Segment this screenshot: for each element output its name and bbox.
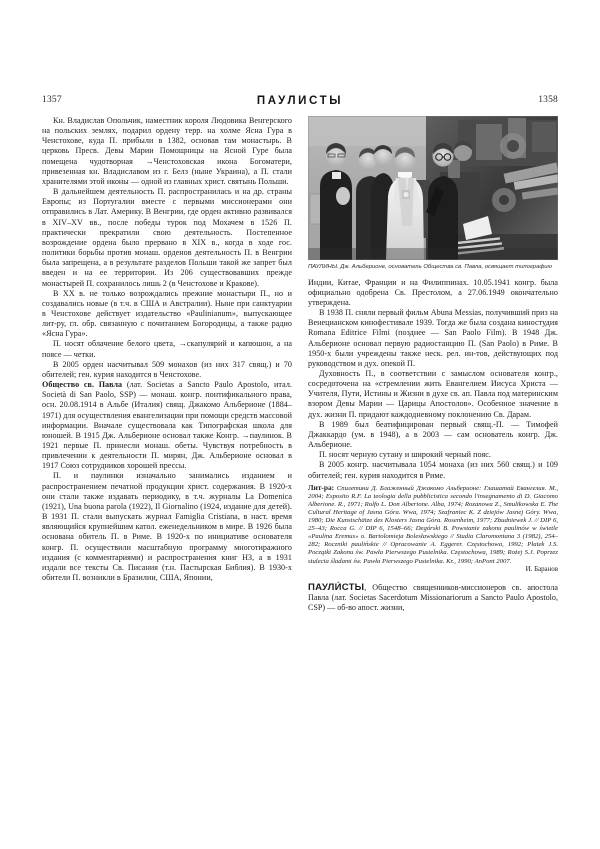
figure-alberione-printing-press	[308, 116, 558, 272]
paragraph: В XX в. не только возрождались прежние монастыри П., но и создавались новые (в т.ч. в США и Австралии). Ныне при санктуарии в Ченстохове действует издательство «Paulinianum», выпускающее лит-ру, гл. обр. связанную с почитанием Богородицы, а также радио «Ясна Гура».	[42, 288, 292, 339]
paragraph: Духовность П., в соответствии с замыслом основателя конгр., сосредоточена на «стремлении жить Евангелием Иисуса Христа — Учителя, Пути, Истины и Жизни в духе св. ап. Павла под материнским взором Девы Марии — Царицы Апостолов». Особенное значение в дух. жизни П. придают каждодневному поклонению Св. Дарам.	[308, 369, 558, 419]
entry-paulists	[308, 583, 558, 613]
entry-text: , Общество священников-миссионеров св. апостола Павла (лат. Societas Sacerdotum Missionariorum a Sancto Paulo Apostolo, CSP) — об-во апост. жизни,	[308, 582, 558, 612]
entry-headword: ПАУЛИ́СТЫ	[308, 581, 365, 593]
author-signature: И. Баранов	[525, 565, 558, 573]
paragraph: П. и паулинки изначально занимались изданием и распространением печатной продукции христ. содержания. В 1920-х они стали также издавать периодику, в т.ч. журналы La Domenica (1921), Una buona parola (1922), Il Giornalino (1924, издание для детей). В 1931 П. стали выпускать журнал Famiglia Cristiana, в наст. время являющийся крупнейшим катол. еженедельником в мире. В 1926 была основана обитель П. в Риме. В 1920-х по инициативе основателя конгр. П. осуществили масштабную программу многотиражного издания (с комментариями) и распространения книг НЗ, а в 1931 издали все тексты Св. Писания (т.н. Пастырская Библия). В 1930-х обители П. возникли в Бразилии, США, Японии,	[42, 471, 292, 583]
bibliography-text: Спилетини Д. Блаженный Джакомо Альберионе: Глашатай Евангелия. М., 2004; Esposito R.F. La teologia della pubblicistica secondo l'insegnamento di D. Giacomo Alberione. R., 1971; Rolfo L. Don Alberione. Alba, 1974; Rozanowa Z., Smulikowska E. The Cultural Heritage of Jasna Góra. Wwa, 1974; Szafraniec K. Z dziejów Jasnej Góry. Wwa, 1980; Die Kunstschätze des Klosters Jasna Góra. Rosenheim, 1977; Zbudniewek J. // DIP 6, 25–43; Rocca G. // DIP 6, 1548–66; Degórski B. Powstanie zakonu paulinów w świetle «Paulina Eremus» o. Bartolomieja Bolesławskiego // Studia Claromontana 3 (1982), 254–282; Roczniki paulińskie // Opracowanie A. Eggerer. Częstochowa, 1992; Płatek J.S. Początki Zakonu św. Pawła Pierwszego Pustelnika. Częstochowa, 1989; Rożej S.J. Poprzez stulecia śladami św. Pawła Pierwszego Pustelnika. Kr., 1990; AnPont 2007.	[308, 484, 558, 565]
paragraph: В 1938 П. сняли первый фильм Abuna Messias, получивший приз на Венецианском кинофестивале 1939. Тогда же была создана киностудия Romana Editrice Filmi (позднее — San Paolo Film). В 1948 Дж. Альберионе основал первую радиостанцию П. (San Paolo) в Риме. В 1950-х были учреждены также неск. рел. ин-тов, действующих под руководством и дух. опекой П.	[308, 308, 558, 368]
bibliography	[308, 484, 558, 566]
folio-left: 1357	[42, 95, 62, 105]
figure-caption	[308, 264, 558, 272]
subentry-society-of-st-paul	[42, 380, 292, 471]
page-title: ПАУЛИСТЫ	[256, 95, 344, 107]
paragraph: В 2005 конгр. насчитывала 1054 монаха (из них 560 свящ.) и 109 обителей; ген. курия находится в Риме.	[308, 460, 558, 480]
paragraph: В 1989 был беатифицирован первый свящ.-П. — Тимофей Джаккардо (ум. в 1948), а в 2003 — сам основатель конгр. Дж. Альберионе.	[308, 419, 558, 450]
right-column	[308, 116, 558, 613]
paragraph: Индии, Китае, Франции и на Филиппинах. 10.05.1941 конгр. была официально одобрена Св. Престолом, а 27.06.1949 окончательно утверждена.	[308, 277, 558, 307]
photo-image	[308, 116, 558, 260]
subentry-text: (лат. Societas a Sancto Paulo Apostolo, итал. Società di San Paolo, SSP) — монаш. конгр. понтификального права, осн. 20.08.1914 в Альбе (Италия) свящ. Джакомо Альберионе (1884–1971) для осуществления евангелизации при помощи средств массовой информации. Вначале существовала как Типографская школа для юношей. В 1915 Дж. Альберионе основал также Конгр. →паулинок. В 1921 первые П. принесли монаш. обеты. Чувствуя потребность в привлечении к деятельности П. мирян, Дж. Альберионе основал в 1917 Союз сотрудников хорошей прессы.	[42, 380, 292, 471]
paragraph: Кн. Владислав Опольчик, наместник короля Людовика Венгерского на польских землях, подарил ордену терр. на холме Ясна Гура в Ченстохове, куда П. прибыли в 1382, основав там монастырь. В церковь Пресв. Девы Марии Помощницы на Ясной Гуре была помещена чудотворная →Ченстоховская икона Богоматери, привезенная кн. Владиславом из г. Белз (ныне Украина), а П. стали хранителями этой иконы — одной из главных христ. святынь Польши.	[42, 116, 292, 186]
figure-caption-name: ПАУЛИНЫ.	[308, 264, 339, 270]
figure-caption-text: Дж. Альберионе, основатель Общества св. Павла, освящает типографию	[338, 264, 552, 270]
two-column-body	[42, 116, 558, 613]
paragraph: П. носят облачение белого цвета, →скапулярий и капюшон, а на поясе — четки.	[42, 339, 292, 359]
subentry-lead: Общество св. Павла	[42, 380, 123, 390]
paragraph: В 2005 орден насчитывал 509 монахов (из них 317 свящ.) и 70 обителей; ген. курия находится в Ченстохове.	[42, 359, 292, 379]
paragraph: В дальнейшем деятельность П. распространилась и на др. страны Европы; из Португалии вместе с первыми миссионерами они отправились в Лат. Америку. В Венгрии, где орден активно развивался в XIV–XV вв., после победы турок под Мохачем в 1526 П. практически прекратили свою деятельность. Постепенное возрождение ордена было прервано в XIX в., когда в ходе гос. политики борьбы против монаш. орденов деятельность П. в Венгрии была запрещена, а в результате разделов Польши такой же запрет был введен и на ее территории. Из 206 существовавших прежде монастырей П. сохранилось лишь 2 (в Ченстохове и Кракове).	[42, 187, 292, 288]
left-column	[42, 116, 292, 613]
bibliography-label: Лит-ра:	[308, 482, 335, 492]
running-head	[42, 95, 558, 111]
paragraph: П. носят черную сутану и широкий черный пояс.	[319, 450, 491, 460]
folio-right: 1358	[538, 95, 558, 105]
